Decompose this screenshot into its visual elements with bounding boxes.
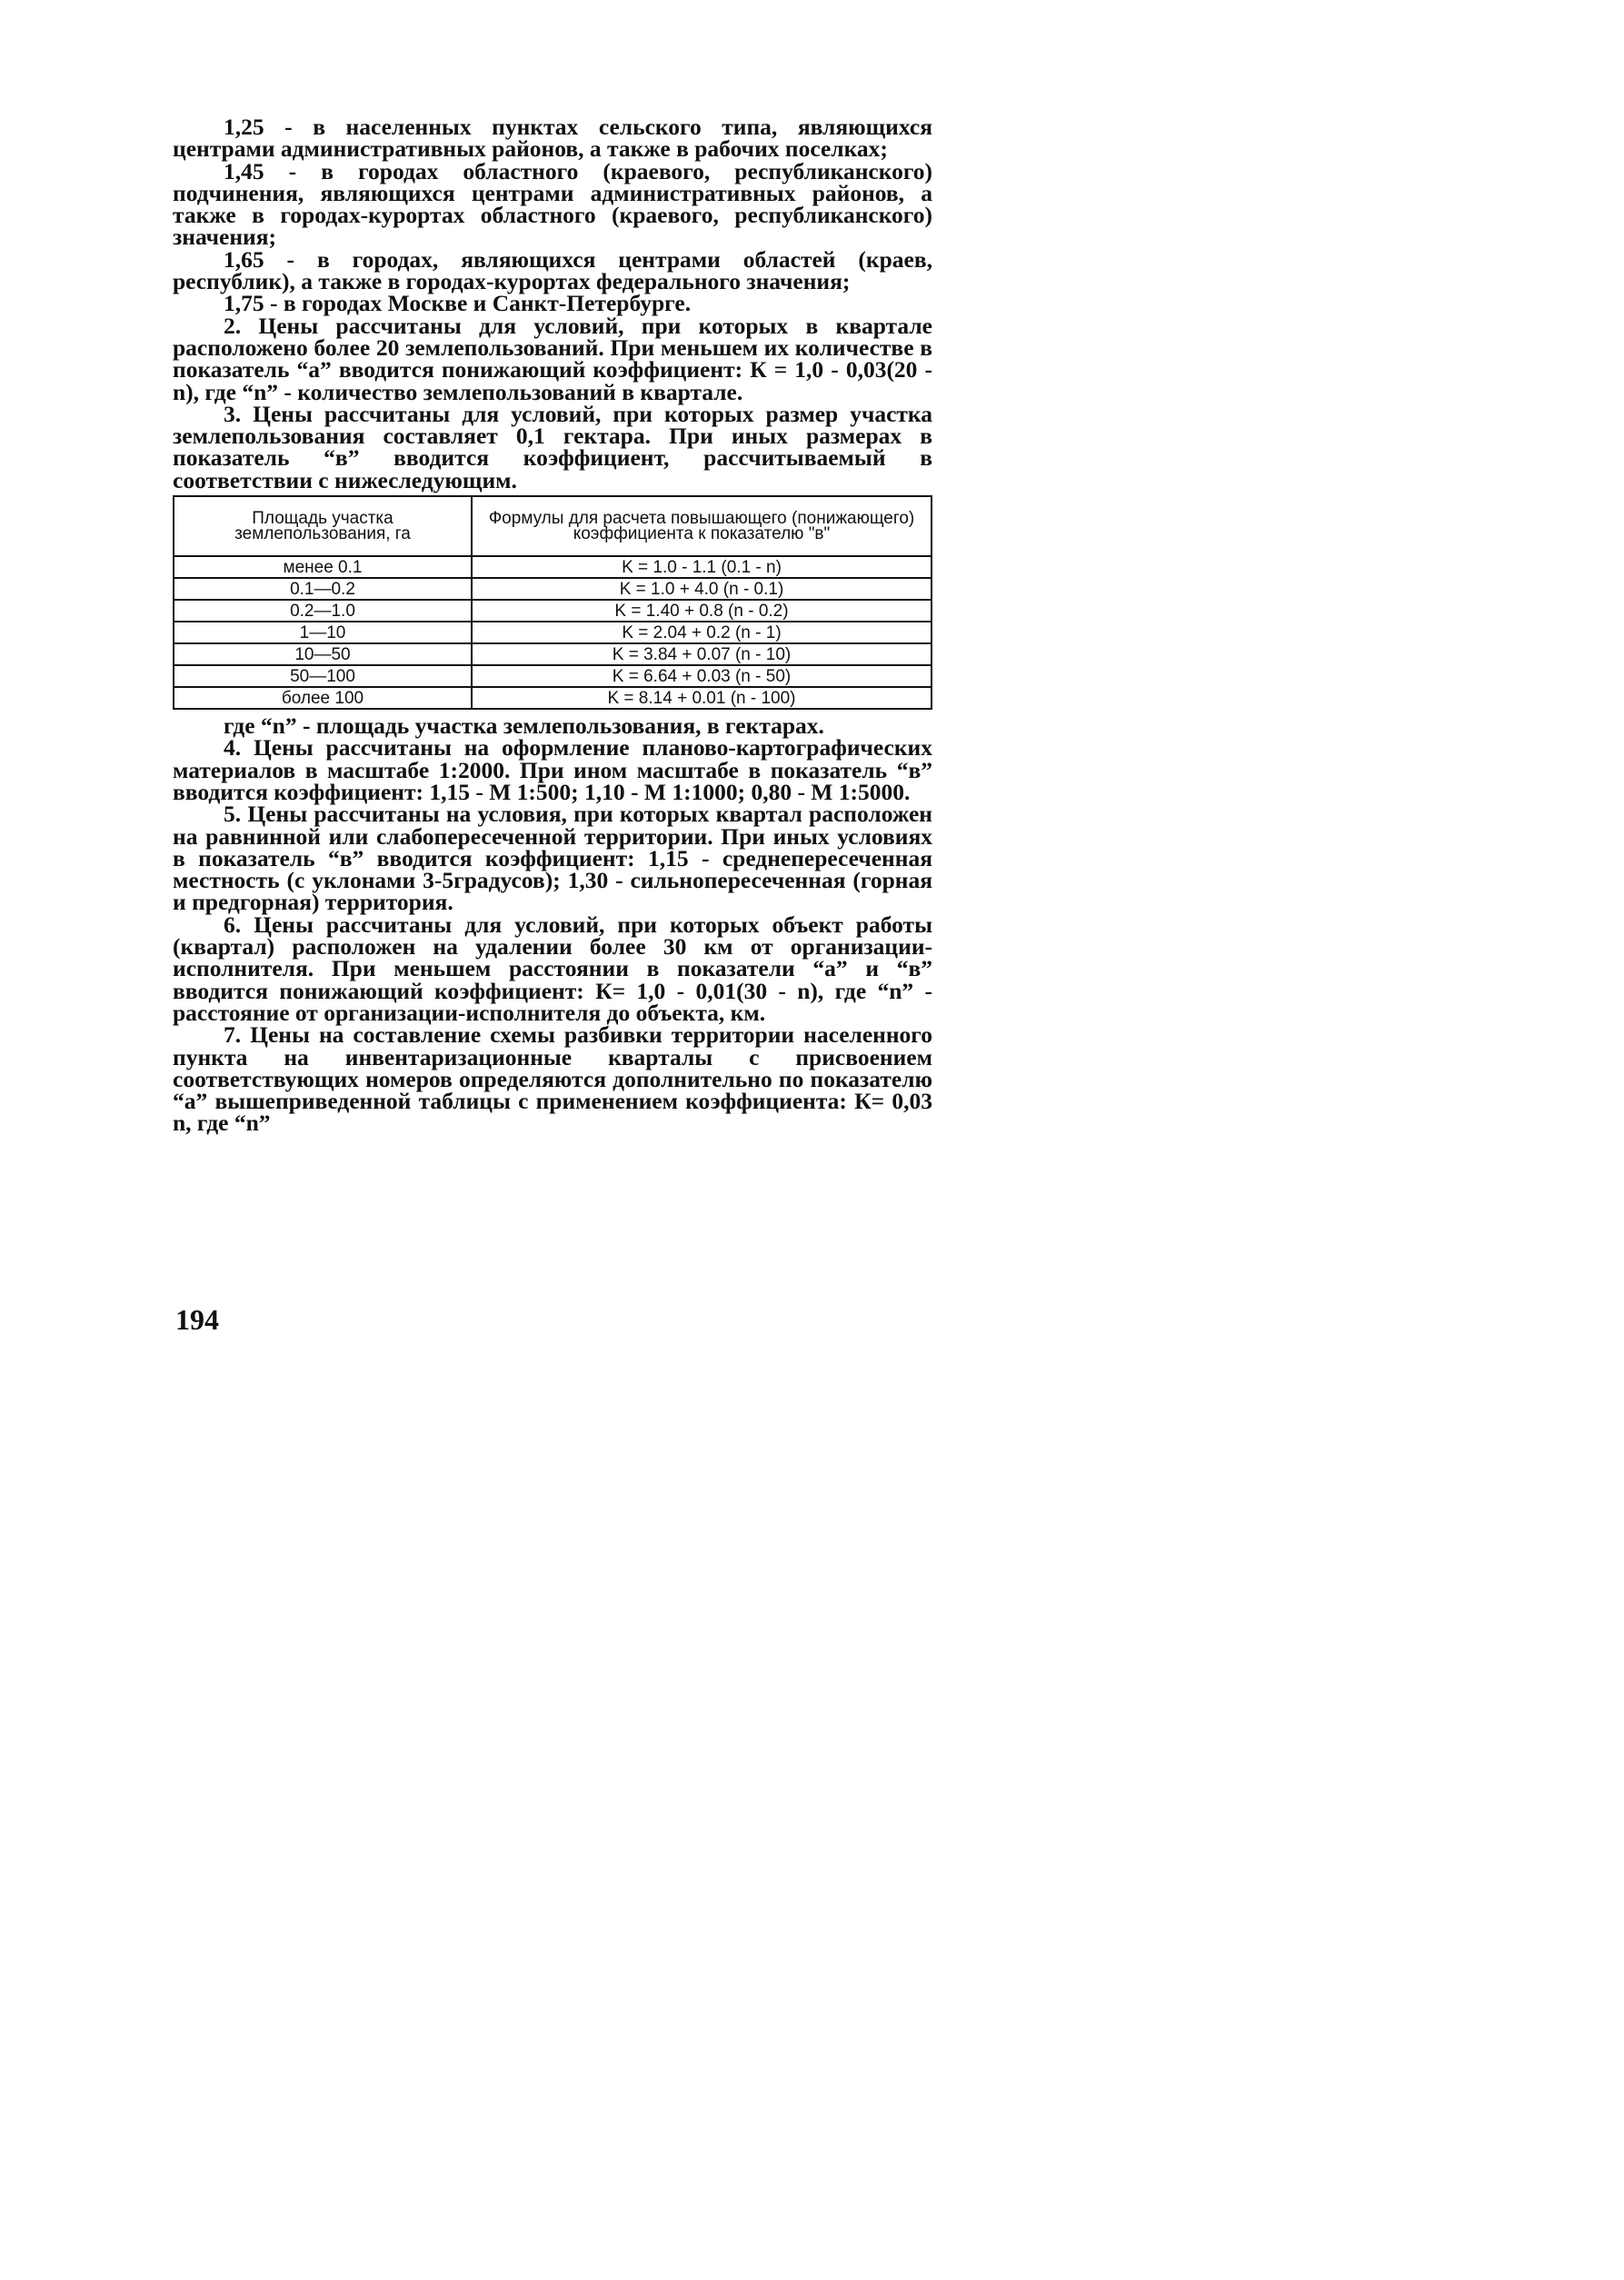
paragraph-item-6: 6. Цены рассчитаны для условий, при которых объект работы (квартал) расположен на удалении более 30 км от организации-исполнителя. При меньшем расстоянии в показатели “а” и “в” вводится понижающий коэффициент: К= 1,0 - 0,01(30 - n), где “n” - расстояние от организации-исполнителя до объекта, км. xyxy=(173,911,932,1026)
cell-formula: K = 1.0 - 1.1 (0.1 - n) xyxy=(472,556,932,578)
table-row xyxy=(174,578,932,600)
paragraph-item-2: 2. Цены рассчитаны для условий, при которых в квартале расположено более 20 землепользований. При меньшем их количестве в показатель “а” вводится понижающий коэффициент: К = 1,0 - 0,03(20 - n), где “n” - количество землепользований в квартале. xyxy=(173,312,932,405)
table-row xyxy=(174,643,932,665)
paragraph-item-5: 5. Цены рассчитаны на условия, при которых квартал расположен на равнинной или слабопересеченной территории. При иных условиях в показатель “в” вводится коэффициент: 1,15 - среднепересеченная местность (с уклонами 3-5градусов); 1,30 - сильнопересеченная (горная и предгорная) территория. xyxy=(173,801,932,916)
cell-area: 0.2—1.0 xyxy=(174,600,472,622)
paragraph-item-4: 4. Цены рассчитаны на оформление планово-картографических материалов в масштабе 1:2000. При ином масштабе в показатель “в” вводится коэффициент: 1,15 - М 1:500; 1,10 - М 1:1000; 0,80 - М 1:5000. xyxy=(173,734,932,805)
cell-formula: K = 8.14 + 0.01 (n - 100) xyxy=(472,687,932,709)
table-row xyxy=(174,600,932,622)
paragraph-n-note: где “n” - площадь участка землепользования, в гектарах. xyxy=(224,712,824,740)
paragraph-item-3: 3. Цены рассчитаны для условий, при которых размер участка землепользования составляет 0,1 гектара. При иных размерах в показатель “в” вводится коэффициент, рассчитываемый в соответствии с нижеследующим. xyxy=(173,400,932,493)
cell-formula: K = 2.04 + 0.2 (n - 1) xyxy=(472,622,932,643)
paragraph-coef-1-25: 1,25 - в населенных пунктах сельского типа, являющихся центрами административных районов, а также в рабочих поселках; xyxy=(173,114,932,163)
paragraph-coef-1-45: 1,45 - в городах областного (краевого, республиканского) подчинения, являющихся центрами административных районов, а также в городах-курортах областного (краевого, республиканского) значения; xyxy=(173,157,932,251)
table-row xyxy=(174,622,932,643)
cell-formula: K = 6.64 + 0.03 (n - 50) xyxy=(472,665,932,687)
cell-area: 10—50 xyxy=(174,643,472,665)
table-row xyxy=(174,556,932,578)
header-formula: Формулы для расчета повышающего (понижающего) коэффициента к показателю "в" xyxy=(472,496,932,556)
coefficient-table xyxy=(173,495,932,710)
table-row xyxy=(174,687,932,709)
header-area: Площадь участка землепользования, га xyxy=(174,496,472,556)
coefficient-table-wrapper xyxy=(173,495,932,710)
cell-formula: K = 1.40 + 0.8 (n - 0.2) xyxy=(472,600,932,622)
paragraph-coef-1-65: 1,65 - в городах, являющихся центрами областей (краев, республик), а также в городах-курортах федерального значения; xyxy=(173,245,932,295)
paragraph-item-7: 7. Цены на составление схемы разбивки территории населенного пункта на инвентаризационные кварталы с присвоением соответствующих номеров определяются дополнительно по показателю “а” вышеприведенной таблицы с применением коэффициента: К= 0,03 n, где “n” xyxy=(173,1021,932,1137)
cell-area: 1—10 xyxy=(174,622,472,643)
table-row xyxy=(174,665,932,687)
paragraph-coef-1-75: 1,75 - в городах Москве и Санкт-Петербурге. xyxy=(224,290,692,317)
cell-area: более 100 xyxy=(174,687,472,709)
cell-area: 50—100 xyxy=(174,665,472,687)
document-body xyxy=(173,116,932,1135)
cell-area: менее 0.1 xyxy=(174,556,472,578)
page-number: 194 xyxy=(175,1303,219,1336)
cell-formula: K = 1.0 + 4.0 (n - 0.1) xyxy=(472,578,932,600)
table-header-row xyxy=(174,496,932,556)
cell-formula: K = 3.84 + 0.07 (n - 10) xyxy=(472,643,932,665)
cell-area: 0.1—0.2 xyxy=(174,578,472,600)
